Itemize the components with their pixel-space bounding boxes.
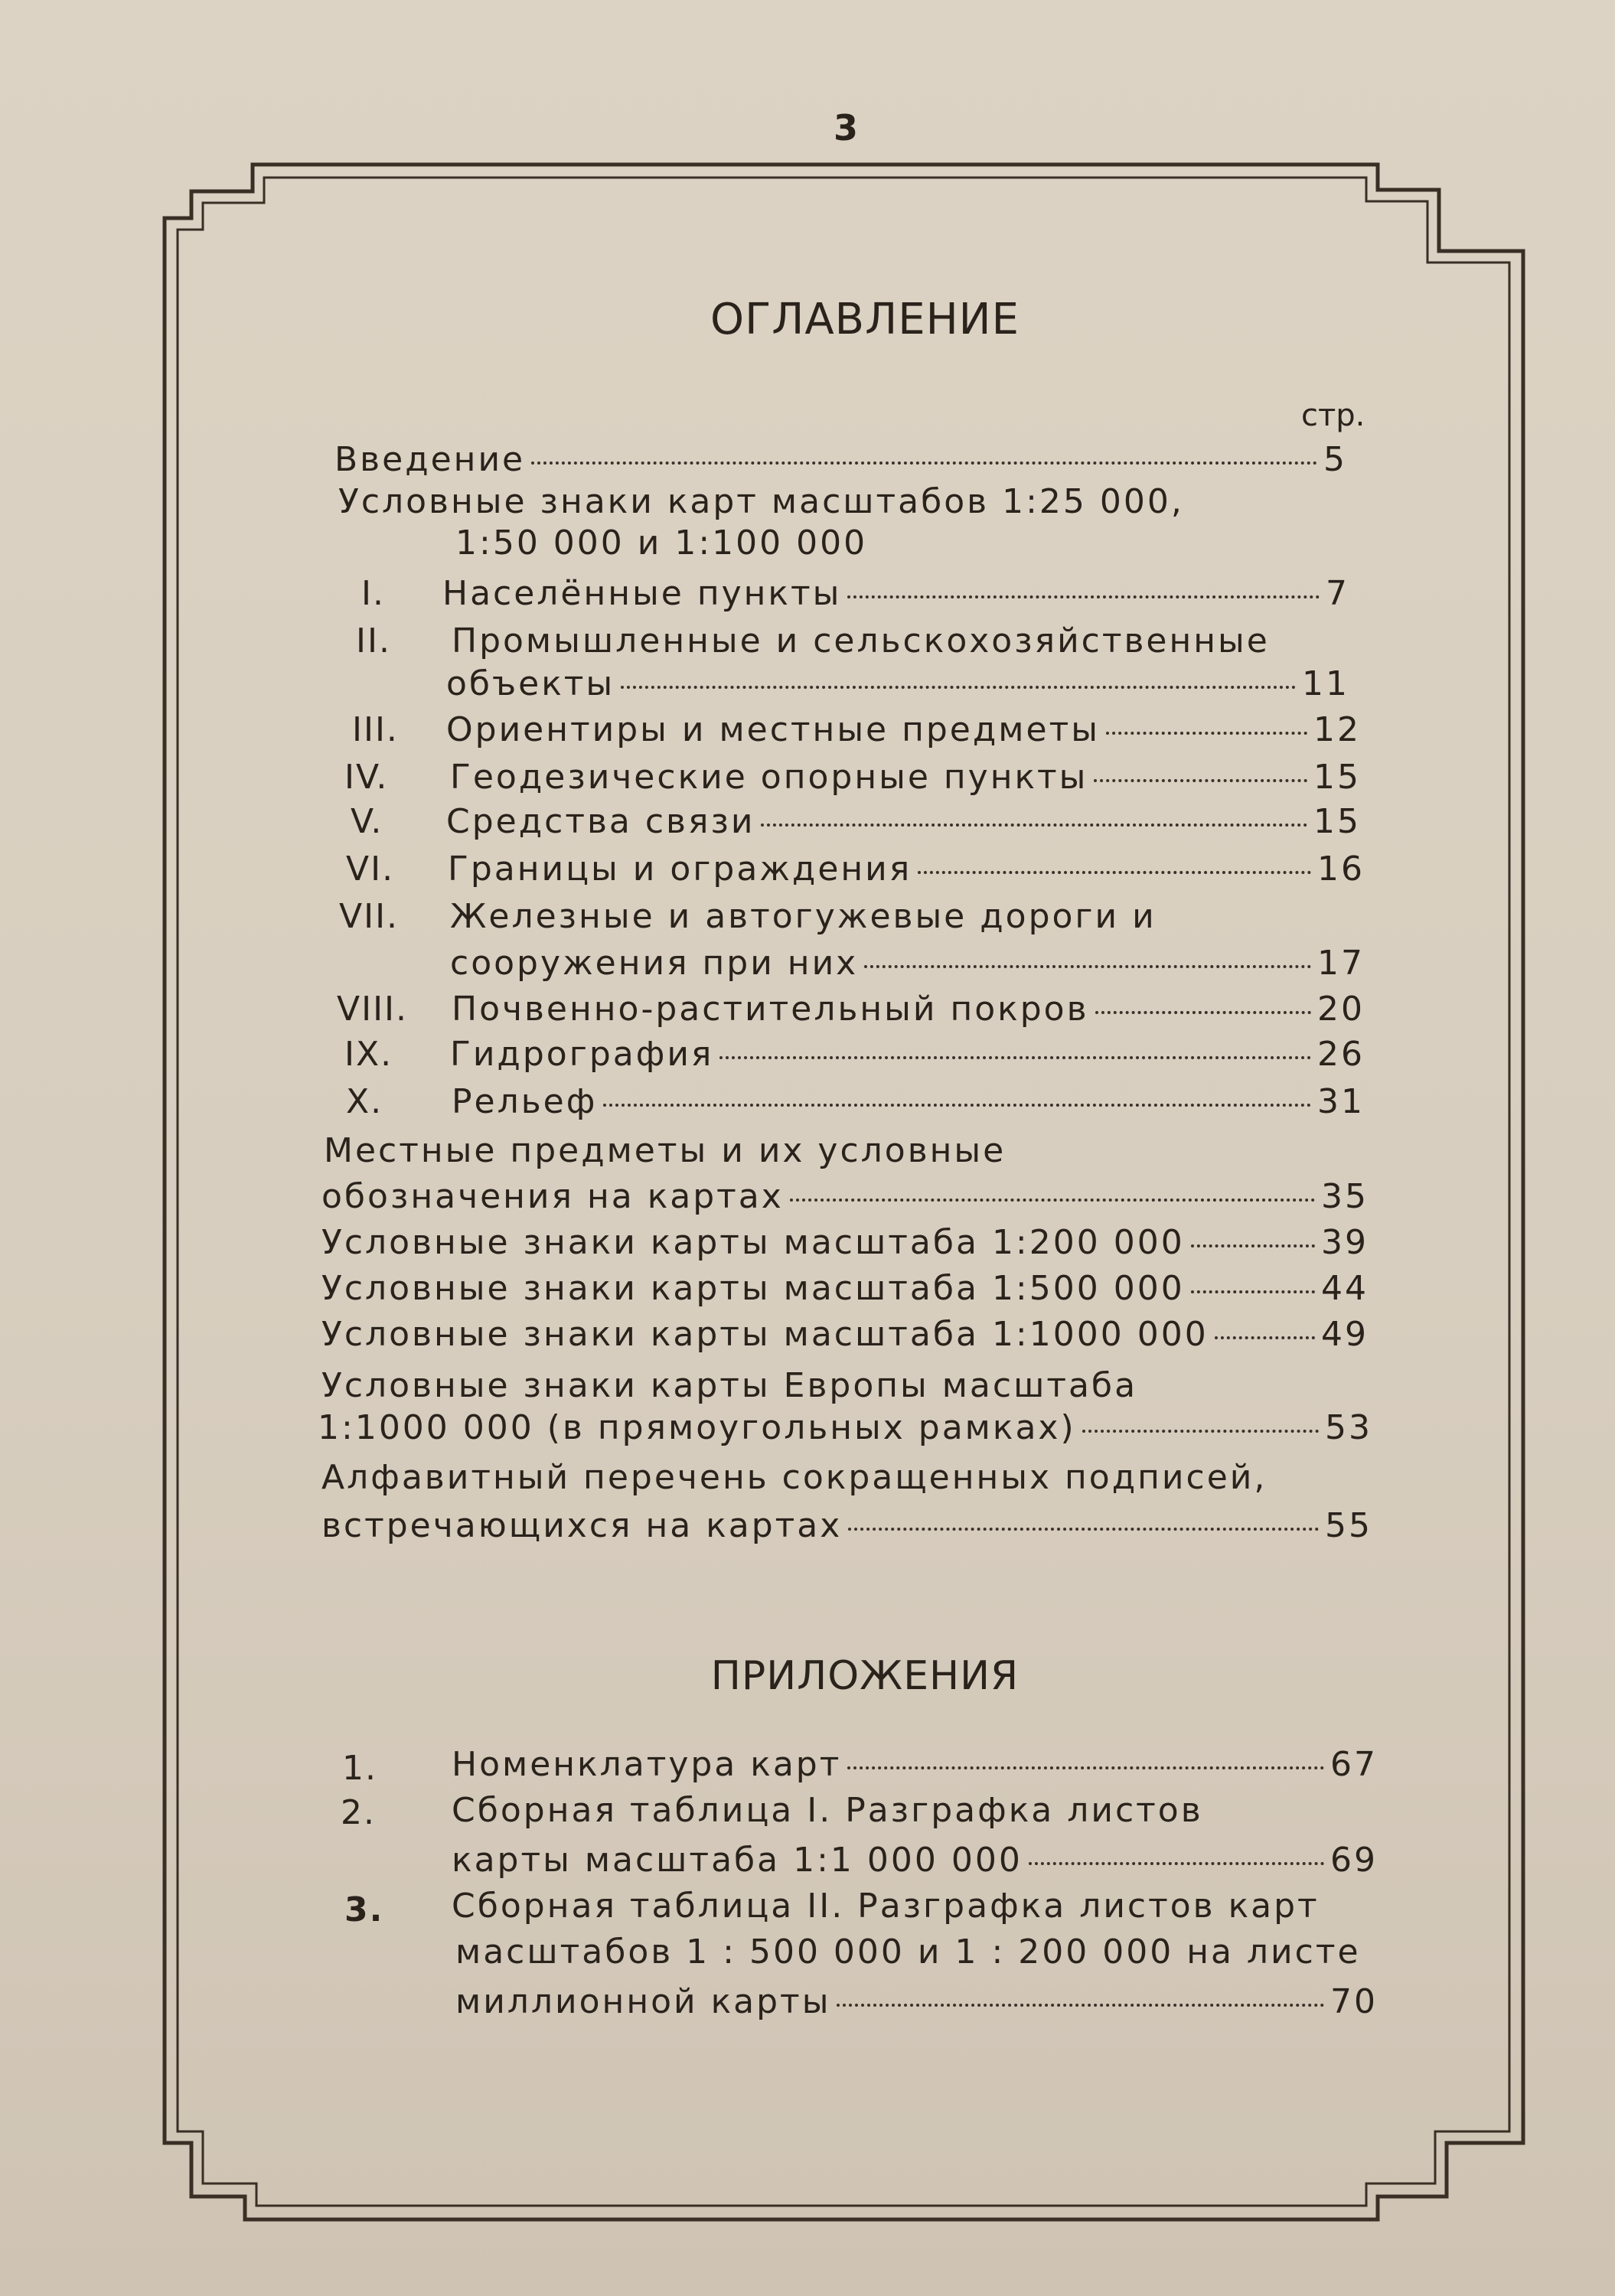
appendix-number: 1. — [342, 1749, 377, 1788]
toc-entry-chapter-1[interactable]: Населённые пункты 7 — [442, 574, 1349, 613]
leader-dots — [1095, 1011, 1311, 1014]
leader-dots — [531, 461, 1317, 465]
leader-dots — [790, 1199, 1315, 1202]
section-title: Условные знаки карт масштабов 1:25 000, — [338, 482, 1184, 521]
leader-dots — [918, 871, 1311, 874]
leader-dots — [847, 1766, 1324, 1769]
appendix-entry-1[interactable]: Номенклатура карт 67 — [452, 1745, 1378, 1784]
leader-dots — [1082, 1430, 1319, 1433]
leader-dots — [1094, 779, 1307, 782]
leader-dots — [1191, 1244, 1315, 1247]
chapter-number: IV. — [344, 758, 389, 797]
chapter-title-line: Промышленные и сельскохозяйственные — [452, 621, 1270, 660]
chapter-number: X. — [346, 1082, 383, 1121]
appendix-number: 2. — [341, 1793, 376, 1832]
appendix-entry-3[interactable]: миллионной карты 70 — [455, 1982, 1378, 2021]
entry-title-line: Местные предметы и их условные — [324, 1131, 1007, 1170]
leader-dots — [1191, 1290, 1315, 1293]
toc-entry-intro[interactable]: Введение 5 — [334, 440, 1347, 479]
chapter-title-line: Железные и автогужевые дороги и — [450, 897, 1157, 936]
leader-dots — [761, 823, 1307, 827]
chapter-number: VI. — [346, 850, 395, 889]
section-title-scales: 1:50 000 и 1:100 000 — [455, 523, 868, 563]
appendix-title-line: Сборная таблица II. Разграфка листов карт — [452, 1887, 1320, 1926]
entry-title-line: Условные знаки карты Европы масштаба — [321, 1366, 1138, 1405]
toc-entry-scale-200000[interactable]: Условные знаки карты масштаба 1:200 000 39 — [321, 1223, 1369, 1262]
page-number: 3 — [833, 107, 858, 148]
toc-heading: ОГЛАВЛЕНИЕ — [710, 295, 1020, 344]
appendix-title-line: масштабов 1 : 500 000 и 1 : 200 000 на листе — [455, 1932, 1361, 1971]
leader-dots — [1029, 1862, 1324, 1865]
leader-dots — [1215, 1336, 1315, 1339]
toc-entry-chapter-6[interactable]: Границы и ограждения 16 — [448, 850, 1365, 889]
appendix-entry-2[interactable]: карты масштаба 1:1 000 000 69 — [452, 1841, 1378, 1880]
chapter-number: I. — [361, 574, 385, 613]
chapter-number: VIII. — [337, 990, 409, 1029]
toc-entry-scale-1000000[interactable]: Условные знаки карты масштаба 1:1000 000 49 — [321, 1315, 1369, 1354]
toc-entry-chapter-4[interactable]: Геодезические опорные пункты 15 — [450, 758, 1361, 797]
toc-entry-scale-500000[interactable]: Условные знаки карты масштаба 1:500 000 44 — [321, 1269, 1369, 1308]
leader-dots — [864, 965, 1311, 968]
leader-dots — [837, 2004, 1324, 2007]
chapter-number: V. — [351, 802, 383, 841]
entry-title-line: Алфавитный перечень сокращенных подписей, — [321, 1458, 1268, 1497]
toc-entry-chapter-5[interactable]: Средства связи 15 — [446, 802, 1361, 841]
leader-dots — [848, 1528, 1319, 1531]
appendix-title-line: Сборная таблица I. Разграфка листов — [452, 1791, 1203, 1830]
toc-entry-chapter-7[interactable]: сооружения при них 17 — [450, 944, 1365, 983]
toc-entry-europe-map[interactable]: 1:1000 000 (в прямоугольных рамках) 53 — [318, 1408, 1372, 1447]
chapter-number: VII. — [339, 897, 400, 936]
appendix-heading: ПРИЛОЖЕНИЯ — [710, 1653, 1020, 1699]
page-column-label: стр. — [1301, 398, 1365, 433]
leader-dots — [1106, 732, 1307, 735]
leader-dots — [847, 595, 1320, 598]
toc-entry-chapter-3[interactable]: Ориентиры и местные предметы 12 — [446, 710, 1361, 749]
appendix-number: 3. — [344, 1890, 384, 1929]
leader-dots — [719, 1056, 1311, 1059]
toc-entry-chapter-9[interactable]: Гидрография 26 — [450, 1035, 1365, 1074]
toc-entry-abbreviations[interactable]: встречающихся на картах 55 — [321, 1506, 1372, 1545]
chapter-number: II. — [356, 621, 391, 660]
leader-dots — [603, 1104, 1311, 1107]
chapter-number: IX. — [344, 1035, 393, 1074]
leader-dots — [621, 686, 1296, 689]
toc-entry-chapter-2[interactable]: объекты 11 — [446, 664, 1349, 703]
chapter-number: III. — [352, 710, 399, 749]
toc-entry-chapter-10[interactable]: Рельеф 31 — [452, 1082, 1365, 1121]
toc-entry-chapter-8[interactable]: Почвенно-растительный покров 20 — [452, 990, 1365, 1029]
toc-entry-local-objects[interactable]: обозначения на картах 35 — [321, 1177, 1369, 1216]
